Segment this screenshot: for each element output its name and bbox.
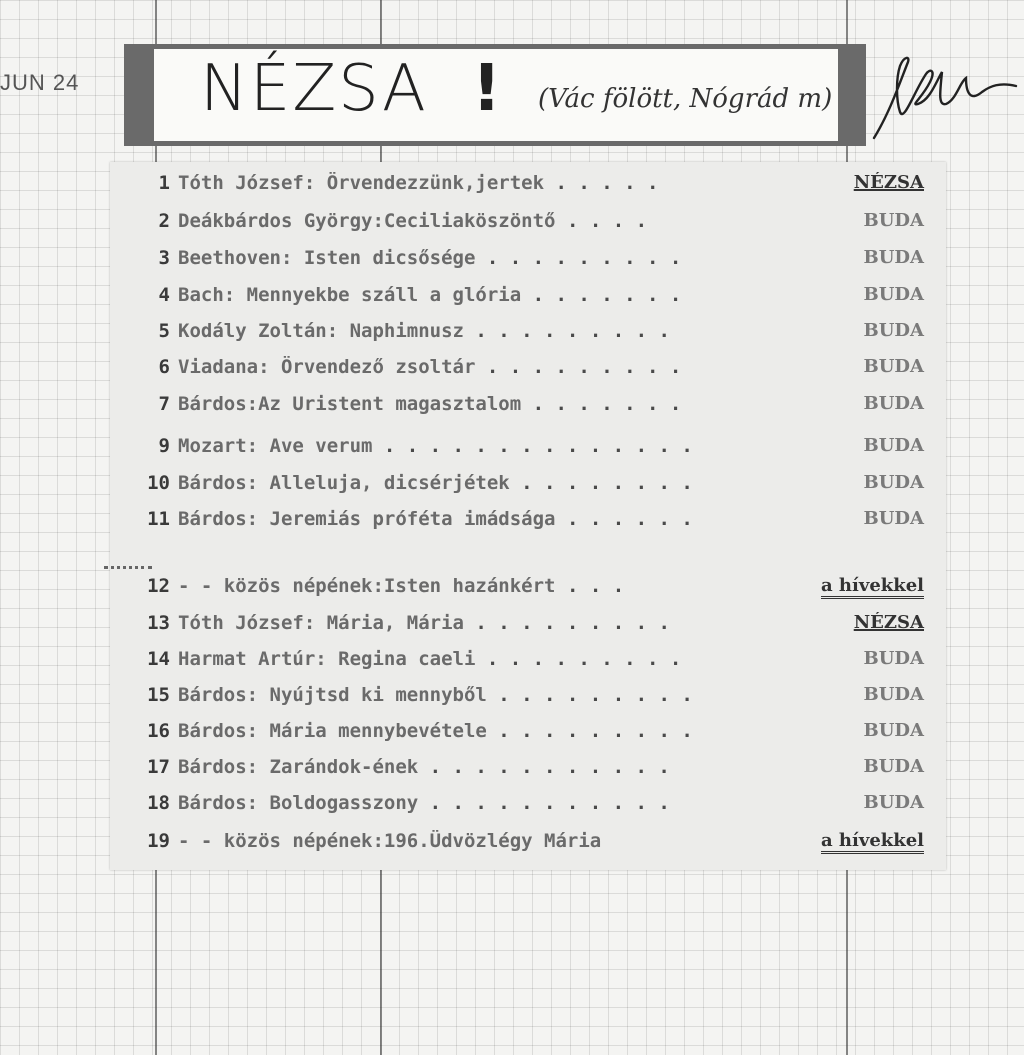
program-row [128,756,928,790]
leader-dots: . . . . . . . . . [486,720,693,742]
program-number: 17 [147,756,170,778]
leader-dots: . . . . . [544,172,659,194]
title-exclamation: ! [472,52,502,126]
section-divider [104,566,152,569]
program-title: - - közös népének:Isten hazánkért [178,575,556,597]
program-number: 1 [158,172,170,194]
program-title: Bárdos: Zarándok-ének [178,756,419,778]
program-row [128,247,928,281]
program-row [128,720,928,754]
program-title: Deákbárdos György:Ceciliaköszöntő [178,210,556,232]
program-number: 6 [158,356,170,378]
program-venue: BUDA [863,684,924,705]
leader-dots: . . . . . . . . . [475,648,682,670]
program-title: Bárdos:Az Uristent magasztalom [178,393,522,415]
program-number: 5 [158,320,170,342]
program-venue: BUDA [863,210,924,231]
program-row [128,612,928,646]
leader-dots: . . . . . . . . . [475,247,682,269]
leader-dots: . . . . . . . . . [463,320,670,342]
program-row [128,830,928,864]
program-venue: a hívekkel [821,830,924,854]
program-title: Bárdos: Boldogasszony [178,792,419,814]
program-venue: BUDA [863,508,924,529]
program-title: Bach: Mennyekbe száll a glória [178,284,522,306]
program-venue: BUDA [863,720,924,741]
leader-dots: . . . . . . . . . [475,356,682,378]
program-venue: BUDA [863,435,924,456]
program-number: 13 [147,612,170,634]
program-title: Beethoven: Isten dicsősége [178,247,476,269]
program-row [128,684,928,718]
program-row [128,508,928,542]
program-row [128,356,928,390]
program-number: 14 [147,648,170,670]
program-venue: BUDA [863,284,924,305]
program-venue: a hívekkel [821,575,924,599]
program-title: - - közös népének:196.Üdvözlégy Mária [178,830,602,852]
program-number: 9 [158,435,170,457]
program-venue: BUDA [863,393,924,414]
page-title: NÉZSA [200,52,428,126]
leader-dots: . . . . . . . . [509,472,693,494]
leader-dots: . . . . . . . [521,393,682,415]
program-number: 2 [158,210,170,232]
program-row [128,210,928,244]
program-row [128,575,928,609]
program-venue: BUDA [863,356,924,377]
program-venue: NÉZSA [853,612,924,633]
date-stamp: JUN 24 [0,70,80,95]
leader-dots: . . . . . . . [521,284,682,306]
program-title: Harmat Artúr: Regina caeli [178,648,476,670]
program-number: 12 [147,575,170,597]
program-row [128,648,928,682]
leader-dots: . . . . . . . . . [463,612,670,634]
program-number: 7 [158,393,170,415]
program-venue: NÉZSA [853,172,924,193]
program-venue: BUDA [863,792,924,813]
program-title: Viadana: Örvendező zsoltár [178,356,476,378]
program-number: 11 [147,508,170,530]
program-row [128,320,928,354]
program-row [128,284,928,318]
program-number: 4 [158,284,170,306]
program-venue: BUDA [863,648,924,669]
location-note: (Vác fölött, Nógrád m) [538,84,833,114]
program-row [128,792,928,826]
program-number: 15 [147,684,170,706]
leader-dots: . . . . . . [555,508,693,530]
leader-dots: . . . . . . . . . . . [418,756,670,778]
program-title: Bárdos: Alleluja, dicsérjétek [178,472,510,494]
program-number: 16 [147,720,170,742]
program-venue: BUDA [863,320,924,341]
program-row [128,172,928,206]
program-title: Kodály Zoltán: Naphimnusz [178,320,464,342]
program-title: Bárdos: Jeremiás próféta imádsága [178,508,556,530]
leader-dots: . . . [555,575,625,597]
program-row [128,435,928,469]
program-number: 18 [147,792,170,814]
leader-dots: . . . . . . . . . . . . . . [372,435,693,457]
program-venue: BUDA [863,756,924,777]
program-venue: BUDA [863,472,924,493]
program-title: Tóth József: Örvendezzünk,jertek [178,172,545,194]
program-row [128,472,928,506]
leader-dots: . . . . . . . . . [486,684,693,706]
program-venue: BUDA [863,247,924,268]
program-number: 3 [158,247,170,269]
program-title: Tóth József: Mária, Mária [178,612,464,634]
program-title: Bárdos: Mária mennybevétele [178,720,487,742]
program-number: 10 [147,472,170,494]
program-title: Bárdos: Nyújtsd ki mennyből [178,684,487,706]
handwritten-signature [870,52,1020,142]
program-number: 19 [147,830,170,852]
leader-dots: . . . . . . . . . . . [418,792,670,814]
leader-dots: . . . . [555,210,648,232]
program-title: Mozart: Ave verum [178,435,373,457]
program-row [128,393,928,427]
